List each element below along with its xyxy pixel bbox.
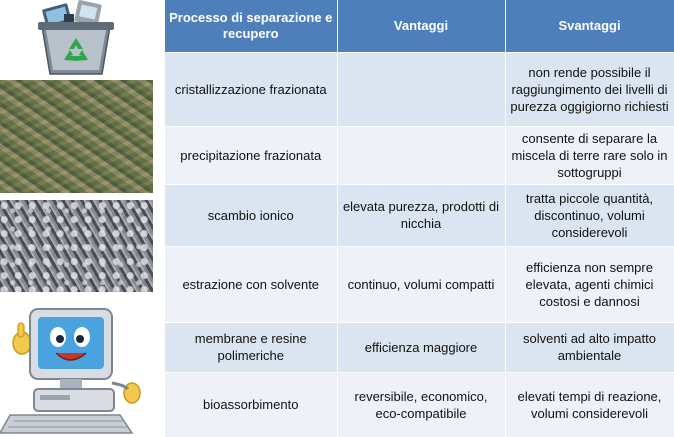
cell-process: bioassorbimento bbox=[165, 372, 337, 437]
cell-disadvantages: consente di separare la miscela di terre rare solo in sottogruppi bbox=[505, 126, 674, 184]
cell-advantages: elevata purezza, prodotti di nicchia bbox=[337, 184, 505, 246]
cell-advantages bbox=[337, 52, 505, 126]
table-row bbox=[165, 372, 674, 437]
table-row bbox=[165, 184, 674, 246]
circuit-board-scrap-photo bbox=[0, 80, 153, 193]
header-advantages: Vantaggi bbox=[337, 0, 505, 52]
cell-advantages bbox=[337, 126, 505, 184]
cell-disadvantages: non rende possibile il raggiungimento dei livelli di purezza oggigiorno richiesti bbox=[505, 52, 674, 126]
cell-disadvantages: elevati tempi di reazione, volumi considerevoli bbox=[505, 372, 674, 437]
header-disadvantages: Svantaggi bbox=[505, 0, 674, 52]
cell-process: cristallizzazione frazionata bbox=[165, 52, 337, 126]
illustration-column bbox=[0, 0, 158, 437]
table-row bbox=[165, 322, 674, 372]
cell-process: scambio ionico bbox=[165, 184, 337, 246]
table-row bbox=[165, 52, 674, 126]
cell-process: estrazione con solvente bbox=[165, 246, 337, 322]
recycling-bin-icon bbox=[26, 0, 126, 76]
cell-advantages: efficienza maggiore bbox=[337, 322, 505, 372]
shredded-electronics-photo bbox=[0, 200, 153, 292]
smiling-computer-icon bbox=[0, 305, 150, 437]
separation-process-table bbox=[165, 0, 674, 437]
cell-process: membrane e resine polimeriche bbox=[165, 322, 337, 372]
cell-disadvantages: solventi ad alto impatto ambientale bbox=[505, 322, 674, 372]
cell-disadvantages: efficienza non sempre elevata, agenti chimici costosi e dannosi bbox=[505, 246, 674, 322]
cell-disadvantages: tratta piccole quantità, discontinuo, volumi considerevoli bbox=[505, 184, 674, 246]
cell-process: precipitazione frazionata bbox=[165, 126, 337, 184]
header-process: Processo di separazione e recupero bbox=[165, 0, 337, 52]
table-row bbox=[165, 126, 674, 184]
table-header-row bbox=[165, 0, 674, 52]
cell-advantages: continuo, volumi compatti bbox=[337, 246, 505, 322]
table-row bbox=[165, 246, 674, 322]
cell-advantages: reversibile, economico, eco-compatibile bbox=[337, 372, 505, 437]
